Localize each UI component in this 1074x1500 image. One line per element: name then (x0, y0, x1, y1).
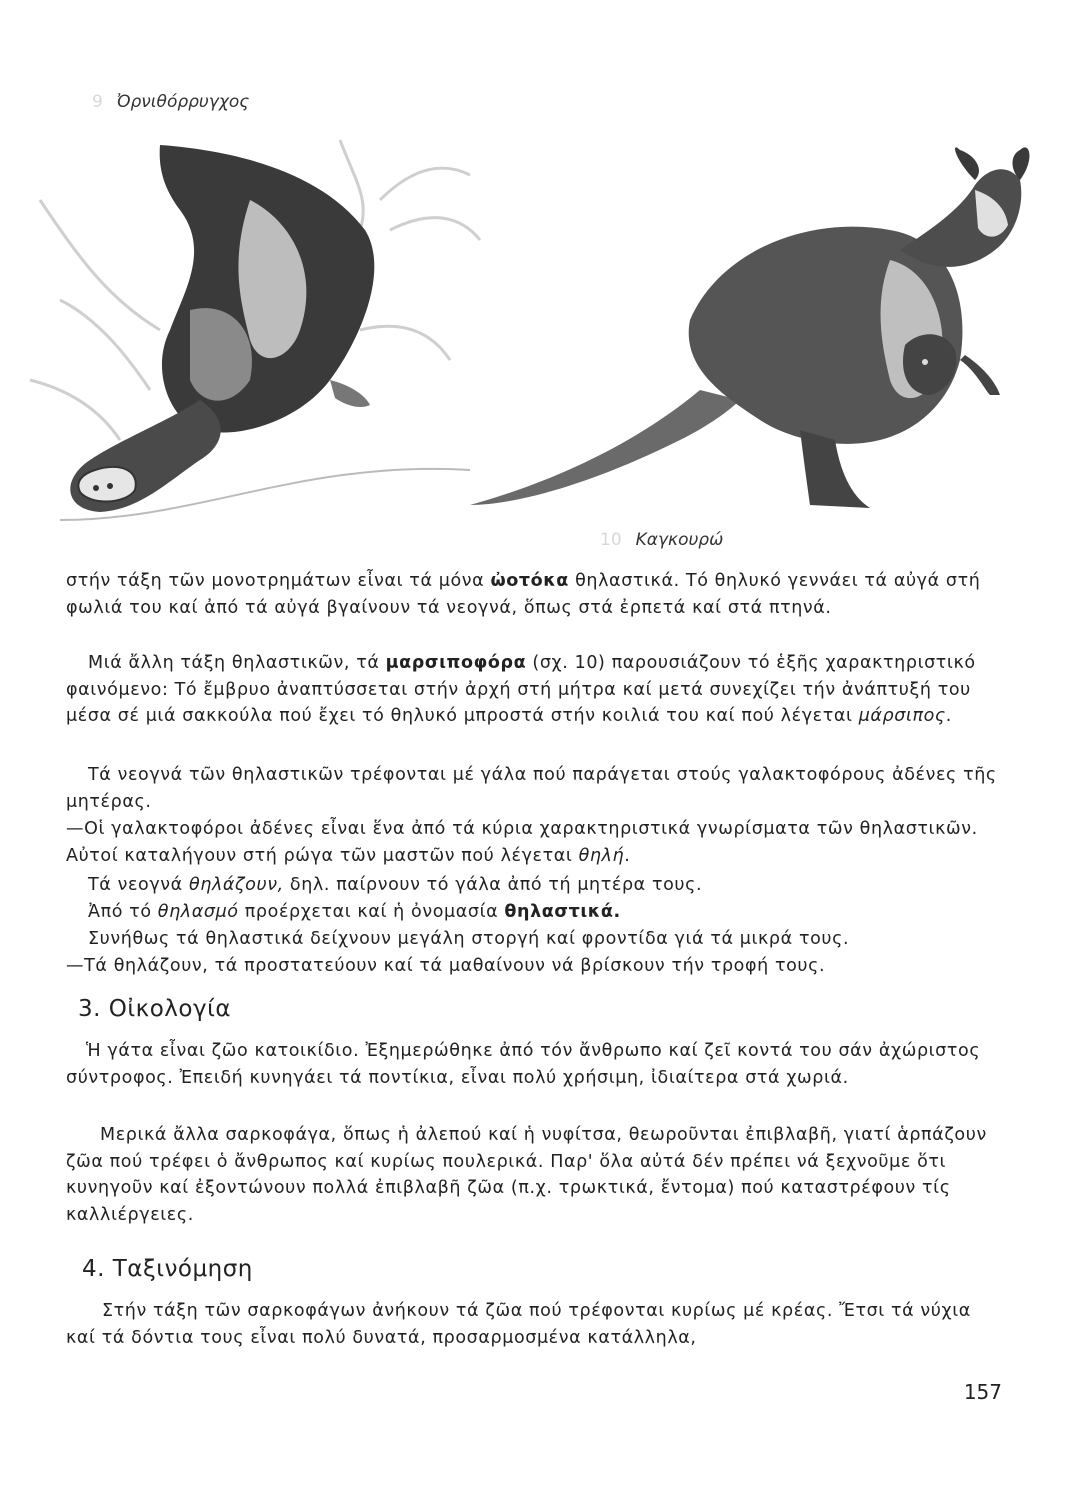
paragraph-mammary-glands (66, 816, 1006, 869)
paragraph-nursing (66, 872, 1006, 899)
page-number: 157 (963, 1380, 1002, 1404)
text-run: Τά νεογνά (88, 875, 189, 895)
text-run: Ἡ γάτα εἶναι ζῶο κατοικίδιο. Ἐξημερώθηκε ἀπό τόν ἄνθρωπο καί ζεῖ κοντά του σάν ἀχώριστος σύντροφος. Ἐπειδή κυνηγάει τά ποντίκια, εἶναι πολύ χρήσιμη, ἰδιαίτερα στά χωριά. (66, 1041, 981, 1088)
text-run: . (624, 845, 631, 866)
text-run: στήν τάξη τῶν μονοτρημάτων εἶναι τά μόνα (66, 571, 491, 591)
text-run: (σχ. 10) παρουσιάζουν τό ἑξῆς χαρακτηριστικό φαινόμενο: Τό ἔμβρυο ἀναπτύσσεται στήν ἀρχή στή μήτρα καί μετά συνεχίζει τήν ἀνάπτυξή του μέσα σέ μιά σακκούλα πού ἔχει τό θηλυκό μπροστά στήν κοιλιά του καί πού λέγεται (66, 653, 976, 726)
text-run: Τά νεογνά τῶν θηλαστικῶν τρέφονται μέ γάλα πού παράγεται στούς γαλακτοφόρους ἀδένες τῆς μητέρας. (66, 765, 997, 812)
figure-10-number: 10 (600, 530, 622, 550)
paragraph-milk (66, 762, 1006, 815)
text-run: Συνήθως τά θηλαστικά δείχνουν μεγάλη στοργή καί φροντίδα γιά τά μικρά τους. (88, 929, 850, 949)
italic-term: θηλασμό (157, 902, 239, 922)
section-heading-ecology: 3. Οἰκολογία (78, 996, 232, 1022)
text-run: θηλαστικά. Τό θηλυκό γεννάει τά αὐγά στή φωλιά του καί ἀπό τά αὐγά βγαίνουν τά νεογνά, ὅπως στά ἐρπετά καί στά πτηνά. (66, 571, 981, 618)
bold-term: θηλαστικά. (504, 902, 621, 922)
text-run: —Τά θηλάζουν, τά προστατεύουν καί τά μαθαίνουν νά βρίσκουν τήν τροφή τους. (66, 956, 826, 976)
bold-term: ὠοτόκα (490, 571, 569, 591)
italic-term: μάρσιπος (858, 706, 946, 726)
text-run: Στήν τάξη τῶν σαρκοφάγων ἀνήκουν τά ζῶα πού τρέφονται κυρίως μέ κρέας. Ἔτσι τά νύχια καί τά δόντια τους εἶναι πολύ δυνατά, προσαρμοσμένα κατάλληλα, (66, 1301, 971, 1348)
bold-term: μαρσιποφόρα (385, 653, 527, 673)
paragraph-cat (66, 1038, 1006, 1091)
figure-10-title: Καγκουρώ (635, 530, 724, 550)
paragraph-monotremes (66, 568, 1006, 621)
text-run: προέρχεται καί ἡ ὀνομασία (238, 902, 505, 922)
text-run: . (945, 706, 952, 726)
text-run: δηλ. παίρνουν τό γάλα ἀπό τή μητέρα τους. (283, 875, 703, 895)
paragraph-name-origin (66, 899, 1006, 926)
figure-10-caption (600, 530, 723, 550)
figure-9-number: 9 (92, 92, 103, 112)
paragraph-care (66, 926, 1006, 953)
italic-term: θηλή (578, 845, 625, 866)
paragraph-carnivores (66, 1122, 1006, 1228)
text-run: —Οἱ γαλακτοφόροι ἀδένες εἶναι ἕνα ἀπό τά κύρια χαρακτηριστικά γνωρίσματα τῶν θηλαστικῶν. Αὐτοί καταλήγουν στή ρώγα τῶν μαστῶν πού λέγεται (66, 819, 978, 866)
text-run: Μερικά ἄλλα σαρκοφάγα, ὅπως ἡ ἀλεπού καί ἡ νυφίτσα, θεωροῦνται ἐπιβλαβῆ, γιατί ἁρπάζουν ζῶα πού τρέφει ὁ ἄνθρωπος καί κυρίως πουλερικά. Παρ' ὅλα αὐτά δέν πρέπει νά ξεχνοῦμε ὅτι κυνηγοῦν καί ἐξοντώνουν πολλά ἐπιβλαβῆ ζῶα (π.χ. τρωκτικά, ἔντομα) πού καταστρέφουν τίς καλλιέργειες. (66, 1125, 987, 1225)
text-run: Ἀπό τό (88, 902, 158, 922)
paragraph-order (66, 1298, 1006, 1351)
italic-term: θηλάζουν, (188, 875, 284, 895)
figure-9-title: Ὀρνιθόρρυγχος (116, 92, 250, 112)
paragraph-protection (66, 953, 1006, 980)
text-run: Μιά ἄλλη τάξη θηλαστικῶν, τά (88, 653, 386, 673)
paragraph-marsupials (66, 650, 1006, 730)
section-heading-classification: 4. Ταξινόμηση (82, 1256, 253, 1282)
kangaroo-icon (0, 0, 1074, 560)
